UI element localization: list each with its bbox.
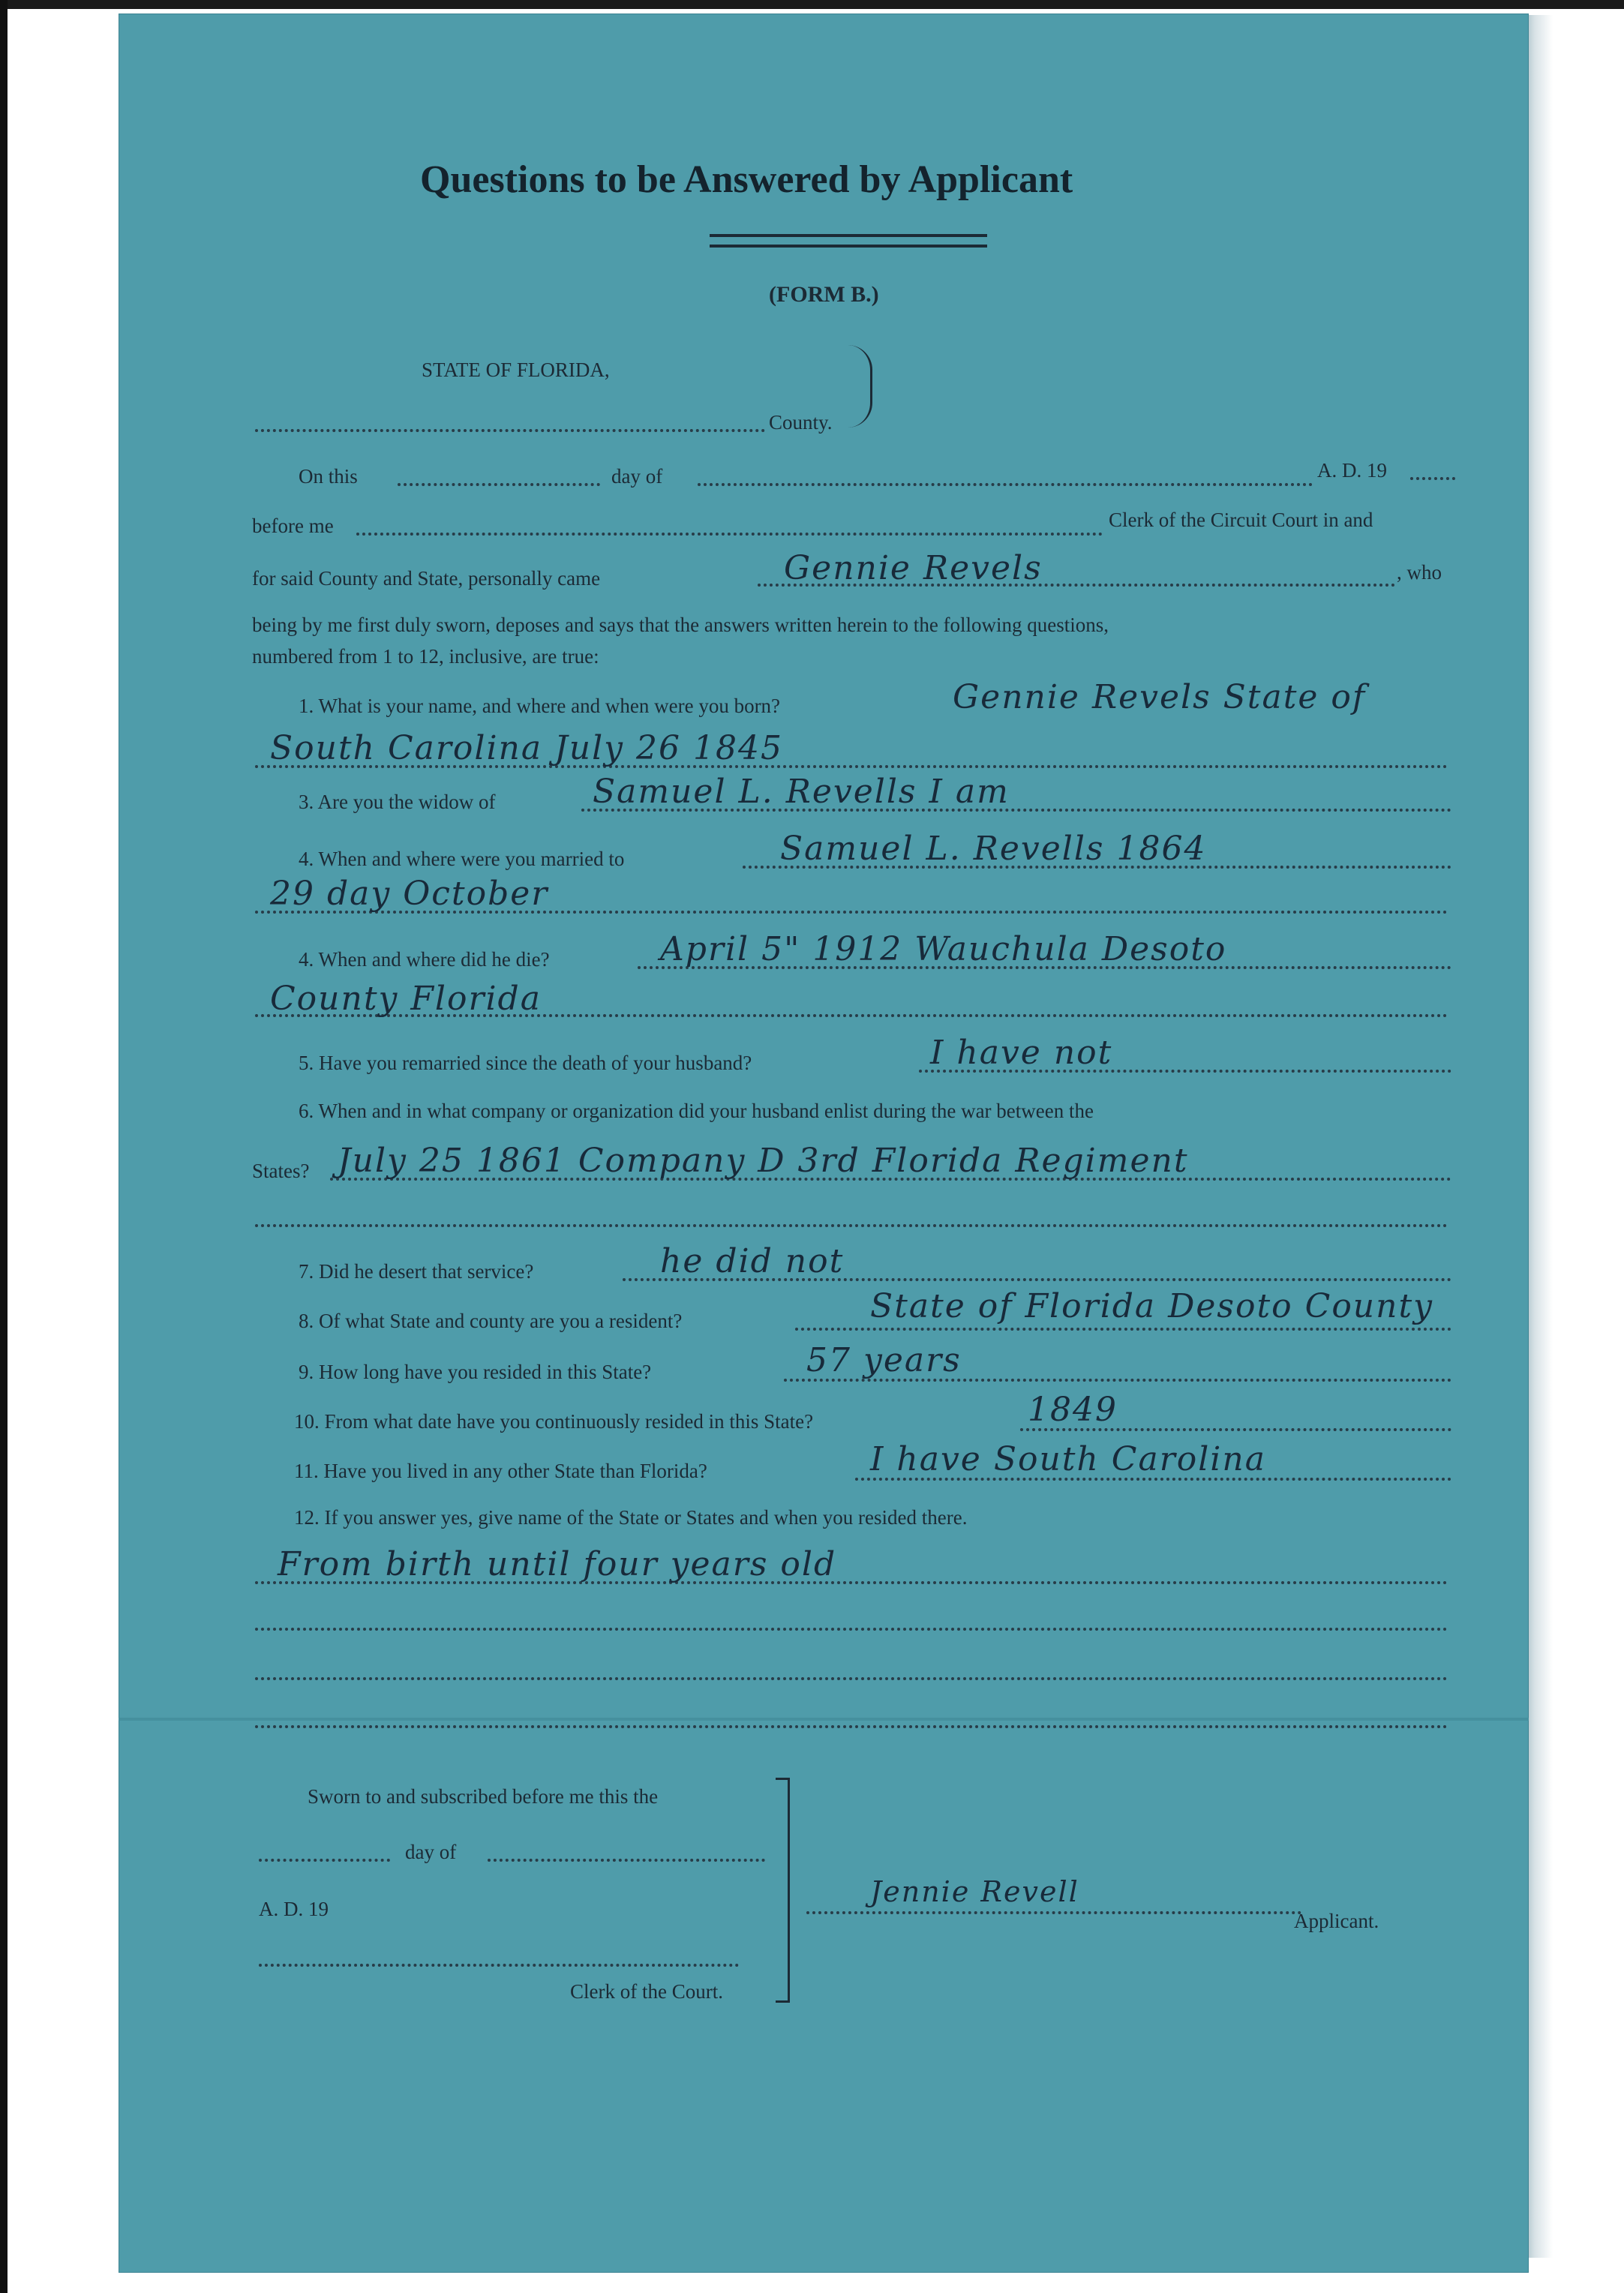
- ad-label: A. D. 19: [1317, 459, 1387, 482]
- intro-line-2: numbered from 1 to 12, inclusive, are true:: [252, 645, 599, 668]
- question-4-died: 4. When and where did he die?: [299, 948, 550, 971]
- question-6-continued: States?: [252, 1160, 310, 1182]
- answer-7: he did not: [660, 1242, 845, 1280]
- blank-line-3: [255, 1725, 1448, 1728]
- on-this-dots: [398, 483, 600, 486]
- intro-line-1: being by me first duly sworn, deposes and says that the answers written herein to the following questions,: [252, 614, 1109, 636]
- title-rule-top: [710, 234, 987, 237]
- day-of-dots: [698, 483, 1313, 486]
- applicant-name-handwritten: Gennie Revels: [784, 549, 1043, 587]
- jurat-day-dots: [259, 1859, 390, 1862]
- question-7: 7. Did he desert that service?: [299, 1260, 534, 1283]
- answer-12: From birth until four years old: [278, 1545, 837, 1583]
- question-6: 6. When and in what company or organization did your husband enlist during the war between the: [299, 1100, 1094, 1122]
- question-12: 12. If you answer yes, give name of the State or States and when you resided there.: [294, 1506, 968, 1529]
- before-me-dots: [356, 533, 1103, 536]
- answer-1-line-1: Gennie Revels State of: [953, 678, 1367, 716]
- blank-line-2: [255, 1677, 1448, 1680]
- applicant-signature: Jennie Revell: [870, 1875, 1079, 1908]
- question-3: 3. Are you the widow of: [299, 791, 496, 813]
- answer-6: July 25 1861 Company D 3rd Florida Regiment: [338, 1142, 1189, 1180]
- county-dots: [255, 429, 765, 432]
- answer-9: 57 years: [806, 1341, 962, 1379]
- question-4-married: 4. When and where were you married to: [299, 848, 625, 870]
- county-label: County.: [769, 411, 833, 434]
- state-label: STATE OF FLORIDA,: [422, 359, 610, 381]
- jurat-clerk-label: Clerk of the Court.: [570, 1980, 723, 2003]
- question-1: 1. What is your name, and where and when were you born?: [299, 695, 781, 717]
- answer-8: State of Florida Desoto County: [870, 1287, 1434, 1325]
- jurat-bracket: [788, 1778, 790, 2003]
- answer-1-line-2: South Carolina July 26 1845: [270, 729, 783, 767]
- form-label: (FORM B.): [769, 282, 879, 307]
- came-label: for said County and State, personally came: [252, 567, 601, 590]
- answer-4-married-line-2: 29 day October: [270, 875, 549, 913]
- question-10: 10. From what date have you continuously resided in this State?: [294, 1410, 814, 1433]
- title-rule-bottom: [710, 245, 987, 248]
- answer-4-died-line-1: April 5" 1912 Wauchula Desoto: [660, 930, 1227, 968]
- question-11: 11. Have you lived in any other State than Florida?: [294, 1460, 707, 1482]
- jurat-day-of-label: day of: [405, 1841, 457, 1863]
- paper-fold: [119, 1718, 1529, 1721]
- jurat-sworn-label: Sworn to and subscribed before me this the: [308, 1785, 659, 1808]
- jurat-clerk-dots: [259, 1964, 739, 1967]
- scan-edge-top: [0, 0, 1624, 9]
- jurat-bracket-bottom: [776, 2000, 789, 2003]
- question-9: 9. How long have you resided in this State?: [299, 1361, 652, 1383]
- jurat-month-dots: [488, 1859, 765, 1862]
- ad-dots: [1410, 477, 1455, 480]
- clerk-label: Clerk of the Circuit Court in and: [1109, 509, 1373, 531]
- page-title: Questions to be Answered by Applicant: [420, 158, 1073, 201]
- answer-8-dots: [795, 1328, 1451, 1331]
- venue-brace: [848, 345, 872, 428]
- blank-line-1: [255, 1628, 1448, 1631]
- question-5: 5. Have you remarried since the death of your husband?: [299, 1052, 752, 1074]
- scan-edge-left: [0, 0, 8, 2293]
- answer-11: I have South Carolina: [870, 1440, 1266, 1478]
- jurat-bracket-top: [776, 1778, 789, 1780]
- answer-6-dots-2: [255, 1224, 1448, 1227]
- day-of-label: day of: [611, 465, 663, 488]
- question-8: 8. Of what State and county are you a resident?: [299, 1310, 683, 1332]
- jurat-ad-label: A. D. 19: [259, 1898, 329, 1920]
- on-this-label: On this: [299, 465, 358, 488]
- answer-5: I have not: [930, 1034, 1113, 1072]
- answer-4-married-line-1: Samuel L. Revells 1864: [780, 830, 1207, 868]
- answer-10: 1849: [1028, 1391, 1118, 1429]
- before-me-label: before me: [252, 515, 334, 537]
- answer-4-died-line-2: County Florida: [270, 980, 542, 1018]
- who-label: , who: [1397, 561, 1442, 584]
- answer-3: Samuel L. Revells I am: [593, 773, 1010, 811]
- applicant-label: Applicant.: [1294, 1910, 1379, 1932]
- signature-dots: [806, 1911, 1301, 1914]
